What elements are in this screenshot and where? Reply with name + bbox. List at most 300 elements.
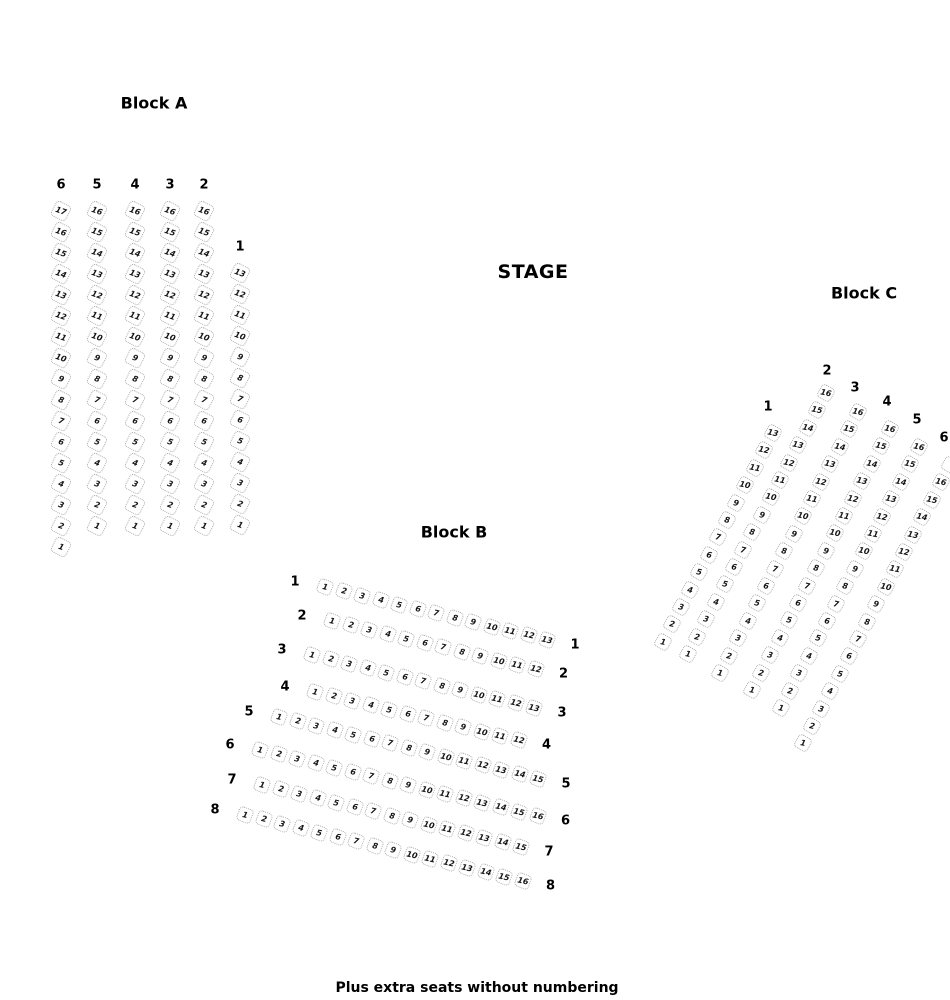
seat-b-row1-3[interactable] [352,586,371,605]
seat-b-row1-6[interactable] [408,599,427,618]
seat-b-row2-3[interactable] [359,620,378,639]
seat-c-col2-7[interactable] [733,539,753,559]
seat-b-row5-5[interactable] [343,725,362,744]
seat-b-row2-4[interactable] [378,624,397,643]
seat-a-col3-14[interactable] [159,242,182,265]
seat-b-row6-11[interactable] [435,784,454,803]
seat-b-row8-7[interactable] [346,832,365,851]
seat-b-row8-15[interactable] [494,867,513,886]
seat-b-row8-9[interactable] [383,840,402,859]
seat-a-col1-12[interactable] [229,283,252,306]
seat-c-col3-5[interactable] [747,593,767,613]
seat-a-col1-9[interactable] [229,346,252,369]
seat-a-col6-2[interactable] [50,515,73,538]
seat-b-row1-10[interactable] [482,617,501,636]
seat-a-col2-7[interactable] [193,389,216,412]
seat-b-row5-12[interactable] [473,756,492,775]
seat-a-col6-10[interactable] [50,347,73,370]
seat-c-col5-3[interactable] [789,663,809,683]
seat-b-row5-13[interactable] [491,760,510,779]
seat-a-col3-5[interactable] [159,431,182,454]
seat-b-row1-8[interactable] [445,608,464,627]
seat-c-col4-11[interactable] [834,506,854,526]
seat-b-row5-3[interactable] [306,716,325,735]
seat-a-col4-12[interactable] [124,284,147,307]
seat-b-row8-3[interactable] [272,814,291,833]
seat-b-row2-7[interactable] [433,638,452,657]
seat-a-col5-16[interactable] [86,200,109,223]
seat-b-row3-7[interactable] [413,672,432,691]
seat-b-row7-2[interactable] [271,780,290,799]
seat-b-row3-12[interactable] [506,694,525,713]
seat-b-row6-9[interactable] [398,775,417,794]
seat-b-row3-4[interactable] [358,658,377,677]
seat-a-col2-6[interactable] [193,410,216,433]
seat-a-col1-3[interactable] [229,472,252,495]
seat-a-col5-3[interactable] [86,473,109,496]
seat-a-col6-11[interactable] [50,326,73,349]
seat-c-col3-10[interactable] [793,506,813,526]
seat-b-row8-6[interactable] [328,827,347,846]
seat-b-row7-11[interactable] [437,819,456,838]
seat-c-col6-7[interactable] [848,629,868,649]
seat-b-row7-4[interactable] [308,788,327,807]
seat-a-col6-4[interactable] [50,473,73,496]
seat-c-col6-1[interactable] [793,733,813,753]
seat-c-col5-15[interactable] [900,454,920,474]
seat-b-row5-1[interactable] [269,707,288,726]
seat-c-col2-15[interactable] [807,400,827,420]
seat-a-col3-16[interactable] [159,200,182,223]
seat-b-row5-9[interactable] [417,742,436,761]
seat-a-col3-1[interactable] [159,515,182,538]
seat-a-col6-15[interactable] [50,242,73,265]
seat-b-row8-14[interactable] [476,862,495,881]
seat-c-col3-3[interactable] [728,628,748,648]
seat-b-row3-6[interactable] [395,667,414,686]
seat-b-row6-3[interactable] [287,749,306,768]
seat-c-col6-10[interactable] [875,577,895,597]
seat-c-col3-6[interactable] [756,576,776,596]
seat-a-col2-4[interactable] [193,452,216,475]
seat-b-row1-9[interactable] [463,612,482,631]
seat-a-col3-12[interactable] [159,284,182,307]
seat-a-col4-14[interactable] [124,242,147,265]
seat-b-row4-5[interactable] [379,700,398,719]
seat-c-col4-10[interactable] [825,523,845,543]
seat-a-col5-4[interactable] [86,452,109,475]
seat-a-col2-15[interactable] [193,221,216,244]
seat-a-col4-2[interactable] [124,494,147,517]
seat-b-row6-2[interactable] [269,745,288,764]
seat-b-row7-1[interactable] [252,775,271,794]
seat-a-col3-8[interactable] [159,368,182,391]
seat-a-col4-15[interactable] [124,221,147,244]
seat-b-row6-13[interactable] [472,793,491,812]
seat-a-col4-11[interactable] [124,305,147,328]
seat-b-row7-7[interactable] [363,802,382,821]
seat-a-col6-5[interactable] [50,452,73,475]
seat-c-col2-10[interactable] [761,487,781,507]
seat-b-row2-6[interactable] [415,633,434,652]
seat-a-col3-10[interactable] [159,326,182,349]
seat-b-row4-7[interactable] [416,709,435,728]
seat-b-row8-16[interactable] [513,871,532,890]
seat-b-row7-10[interactable] [419,815,438,834]
seat-c-col4-6[interactable] [788,593,808,613]
seat-a-col5-1[interactable] [86,515,109,538]
seat-c-col2-2[interactable] [687,626,707,646]
seat-c-col6-8[interactable] [857,611,877,631]
seat-b-row8-13[interactable] [457,858,476,877]
seat-b-row4-10[interactable] [472,722,491,741]
seat-b-row5-4[interactable] [325,720,344,739]
seat-b-row6-7[interactable] [361,767,380,786]
seat-b-row6-16[interactable] [528,806,547,825]
seat-a-col2-2[interactable] [193,494,216,517]
seat-c-col2-3[interactable] [696,609,716,629]
seat-b-row3-13[interactable] [524,698,543,717]
seat-c-col3-4[interactable] [737,611,757,631]
seat-c-col5-5[interactable] [808,628,828,648]
seat-c-col4-9[interactable] [815,541,835,561]
seat-a-col6-7[interactable] [50,410,73,433]
seat-b-row8-11[interactable] [420,849,439,868]
seat-b-row5-11[interactable] [454,751,473,770]
seat-c-col3-7[interactable] [765,558,785,578]
seat-b-row2-5[interactable] [396,629,415,648]
seat-c-col4-16[interactable] [880,419,900,439]
seat-c-col4-8[interactable] [806,558,826,578]
seat-b-row8-2[interactable] [254,810,273,829]
seat-b-row2-2[interactable] [341,616,360,635]
seat-b-row6-5[interactable] [324,758,343,777]
seat-c-col5-9[interactable] [844,559,864,579]
seat-a-col5-7[interactable] [86,389,109,412]
seat-b-row4-11[interactable] [490,726,509,745]
seat-a-col5-8[interactable] [86,368,109,391]
seat-b-row2-8[interactable] [452,642,471,661]
seat-a-col4-6[interactable] [124,410,147,433]
seat-a-col3-9[interactable] [159,347,182,370]
seat-c-col6-4[interactable] [820,681,840,701]
seat-b-row3-1[interactable] [302,645,321,664]
seat-a-col3-2[interactable] [159,494,182,517]
seat-a-col6-13[interactable] [50,284,73,307]
seat-c-col1-12[interactable] [754,440,774,460]
seat-a-col5-14[interactable] [86,242,109,265]
seat-a-col1-11[interactable] [229,304,252,327]
seat-a-col6-17[interactable] [50,200,73,223]
seat-b-row7-9[interactable] [400,810,419,829]
seat-a-col3-15[interactable] [159,221,182,244]
seat-a-col1-6[interactable] [229,409,252,432]
seat-c-col6-15[interactable] [921,490,941,510]
seat-c-col2-5[interactable] [715,574,735,594]
seat-c-col1-13[interactable] [763,423,783,443]
seat-b-row6-1[interactable] [250,740,269,759]
seat-c-col5-11[interactable] [863,524,883,544]
seat-c-col1-6[interactable] [698,545,718,565]
seat-b-row1-13[interactable] [537,630,556,649]
seat-b-row5-6[interactable] [362,729,381,748]
seat-b-row5-8[interactable] [399,738,418,757]
seat-b-row8-12[interactable] [439,854,458,873]
seat-c-col1-9[interactable] [726,492,746,512]
seat-b-row3-2[interactable] [321,650,340,669]
seat-a-col5-9[interactable] [86,347,109,370]
seat-c-col1-7[interactable] [708,527,728,547]
seat-a-col2-11[interactable] [193,305,216,328]
seat-b-row8-8[interactable] [365,836,384,855]
seat-b-row6-6[interactable] [343,762,362,781]
seat-a-col2-9[interactable] [193,347,216,370]
seat-c-col3-15[interactable] [839,419,859,439]
seat-a-col3-7[interactable] [159,389,182,412]
seat-a-col2-1[interactable] [193,515,216,538]
seat-a-col1-10[interactable] [229,325,252,348]
seat-c-col6-12[interactable] [894,542,914,562]
seat-a-col6-14[interactable] [50,263,73,286]
seat-b-row7-14[interactable] [493,832,512,851]
seat-b-row1-1[interactable] [315,577,334,596]
seat-b-row6-15[interactable] [509,802,528,821]
seat-b-row7-15[interactable] [511,837,530,856]
seat-b-row4-6[interactable] [398,704,417,723]
seat-a-col2-14[interactable] [193,242,216,265]
seat-a-col4-7[interactable] [124,389,147,412]
seat-b-row7-13[interactable] [474,828,493,847]
seat-c-col5-2[interactable] [780,680,800,700]
seat-a-col1-8[interactable] [229,367,252,390]
seat-c-col6-6[interactable] [839,646,859,666]
seat-a-col2-10[interactable] [193,326,216,349]
seat-b-row1-11[interactable] [500,621,519,640]
seat-c-col1-2[interactable] [662,614,682,634]
seat-b-row2-10[interactable] [489,651,508,670]
seat-b-row3-11[interactable] [487,689,506,708]
seat-c-col4-3[interactable] [760,645,780,665]
seat-c-col2-16[interactable] [816,383,836,403]
seat-c-col6-2[interactable] [802,716,822,736]
seat-c-col1-11[interactable] [744,458,764,478]
seat-b-row1-12[interactable] [519,626,538,645]
seat-c-col3-11[interactable] [802,489,822,509]
seat-c-col5-4[interactable] [798,646,818,666]
seat-b-row8-10[interactable] [402,845,421,864]
seat-c-col1-4[interactable] [680,579,700,599]
seat-c-col2-13[interactable] [788,435,808,455]
seat-c-col2-6[interactable] [724,557,744,577]
seat-a-col3-13[interactable] [159,263,182,286]
seat-a-col1-7[interactable] [229,388,252,411]
seat-c-col5-8[interactable] [835,576,855,596]
seat-c-col2-14[interactable] [797,418,817,438]
seat-a-col2-13[interactable] [193,263,216,286]
seat-c-col5-14[interactable] [890,472,910,492]
seat-c-col6-16[interactable] [931,472,950,492]
seat-b-row7-12[interactable] [456,824,475,843]
seat-c-col3-1[interactable] [710,663,730,683]
seat-b-row7-6[interactable] [345,797,364,816]
seat-a-col3-3[interactable] [159,473,182,496]
seat-c-col5-6[interactable] [817,611,837,631]
seat-a-col4-16[interactable] [124,200,147,223]
seat-a-col4-10[interactable] [124,326,147,349]
seat-a-col2-8[interactable] [193,368,216,391]
seat-a-col6-12[interactable] [50,305,73,328]
seat-c-col6-11[interactable] [885,559,905,579]
seat-a-col4-5[interactable] [124,431,147,454]
seat-b-row7-8[interactable] [382,806,401,825]
seat-a-col5-11[interactable] [86,305,109,328]
seat-c-col4-4[interactable] [769,628,789,648]
seat-b-row5-14[interactable] [510,764,529,783]
seat-c-col5-12[interactable] [872,506,892,526]
seat-b-row5-2[interactable] [288,712,307,731]
seat-a-col6-6[interactable] [50,431,73,454]
seat-c-col3-16[interactable] [848,402,868,422]
seat-a-col4-3[interactable] [124,473,147,496]
seat-c-col1-1[interactable] [652,632,672,652]
seat-c-col5-10[interactable] [854,541,874,561]
seat-c-col5-7[interactable] [826,593,846,613]
seat-a-col5-15[interactable] [86,221,109,244]
seat-b-row8-1[interactable] [235,805,254,824]
seat-c-col4-2[interactable] [751,662,771,682]
seat-a-col3-4[interactable] [159,452,182,475]
seat-c-col2-12[interactable] [779,452,799,472]
seat-a-col6-1[interactable] [50,536,73,559]
seat-c-col5-16[interactable] [909,437,929,457]
seat-b-row4-12[interactable] [509,731,528,750]
seat-a-col1-4[interactable] [229,451,252,474]
seat-c-col3-13[interactable] [820,454,840,474]
seat-c-col2-8[interactable] [742,522,762,542]
seat-a-col2-16[interactable] [193,200,216,223]
seat-b-row3-9[interactable] [450,680,469,699]
seat-b-row6-8[interactable] [380,771,399,790]
seat-c-col5-1[interactable] [771,698,791,718]
seat-a-col6-9[interactable] [50,368,73,391]
seat-b-row8-4[interactable] [291,818,310,837]
seat-b-row1-7[interactable] [426,604,445,623]
seat-b-row6-4[interactable] [306,753,325,772]
seat-b-row7-3[interactable] [289,784,308,803]
seat-c-col4-5[interactable] [779,610,799,630]
seat-c-col3-12[interactable] [811,471,831,491]
seat-a-col1-1[interactable] [229,514,252,537]
seat-c-col3-9[interactable] [783,524,803,544]
seat-b-row1-5[interactable] [389,595,408,614]
seat-b-row3-10[interactable] [469,685,488,704]
seat-c-col1-10[interactable] [735,475,755,495]
seat-a-col4-13[interactable] [124,263,147,286]
seat-b-row3-8[interactable] [432,676,451,695]
seat-b-row5-15[interactable] [528,769,547,788]
seat-b-row2-1[interactable] [322,611,341,630]
seat-b-row4-9[interactable] [453,717,472,736]
seat-b-row1-4[interactable] [371,590,390,609]
seat-a-col3-6[interactable] [159,410,182,433]
seat-a-col6-16[interactable] [50,221,73,244]
seat-a-col1-13[interactable] [229,262,252,285]
seat-a-col5-6[interactable] [86,410,109,433]
seat-b-row3-5[interactable] [376,663,395,682]
seat-a-col5-2[interactable] [86,494,109,517]
seat-a-col5-12[interactable] [86,284,109,307]
seat-b-row7-5[interactable] [326,793,345,812]
seat-b-row5-10[interactable] [436,747,455,766]
seat-c-col4-14[interactable] [861,454,881,474]
seat-c-col1-8[interactable] [717,510,737,530]
seat-c-col3-14[interactable] [829,437,849,457]
seat-c-col6-9[interactable] [866,594,886,614]
seat-a-col2-5[interactable] [193,431,216,454]
seat-c-col6-5[interactable] [829,664,849,684]
seat-b-row4-1[interactable] [305,682,324,701]
seat-c-col2-11[interactable] [770,470,790,490]
seat-c-col3-8[interactable] [774,541,794,561]
seat-a-col5-10[interactable] [86,326,109,349]
seat-c-col1-3[interactable] [671,597,691,617]
seat-c-col4-13[interactable] [852,471,872,491]
seat-a-col5-13[interactable] [86,263,109,286]
seat-a-col4-9[interactable] [124,347,147,370]
seat-a-col6-3[interactable] [50,494,73,517]
seat-a-col2-12[interactable] [193,284,216,307]
seat-b-row6-12[interactable] [454,789,473,808]
seat-a-col1-5[interactable] [229,430,252,453]
seat-c-col6-14[interactable] [912,507,932,527]
seat-a-col3-11[interactable] [159,305,182,328]
seat-b-row4-2[interactable] [324,687,343,706]
seat-c-col6-extra[interactable] [940,455,950,475]
seat-c-col3-2[interactable] [719,645,739,665]
seat-c-col2-4[interactable] [705,592,725,612]
seat-a-col4-1[interactable] [124,515,147,538]
seat-b-row2-12[interactable] [526,660,545,679]
seat-a-col5-5[interactable] [86,431,109,454]
seat-b-row2-11[interactable] [507,655,526,674]
seat-b-row1-2[interactable] [334,582,353,601]
seat-c-col2-1[interactable] [678,644,698,664]
seat-a-col2-3[interactable] [193,473,216,496]
seat-a-col6-8[interactable] [50,389,73,412]
seat-c-col2-9[interactable] [751,505,771,525]
seat-b-row2-9[interactable] [470,646,489,665]
seat-a-col4-8[interactable] [124,368,147,391]
seat-a-col4-4[interactable] [124,452,147,475]
seat-c-col6-3[interactable] [811,698,831,718]
seat-b-row4-8[interactable] [435,713,454,732]
seat-c-col5-13[interactable] [881,489,901,509]
seat-b-row5-7[interactable] [380,734,399,753]
seat-b-row8-5[interactable] [309,823,328,842]
seat-b-row6-14[interactable] [491,797,510,816]
seat-b-row4-4[interactable] [361,695,380,714]
seat-c-col4-7[interactable] [797,575,817,595]
seat-a-col1-2[interactable] [229,493,252,516]
seat-b-row4-3[interactable] [342,691,361,710]
seat-c-col6-13[interactable] [903,524,923,544]
seat-c-col4-15[interactable] [871,436,891,456]
seat-b-row6-10[interactable] [417,780,436,799]
seat-b-row3-3[interactable] [339,654,358,673]
seat-c-col4-12[interactable] [843,488,863,508]
seat-c-col1-5[interactable] [689,562,709,582]
seat-c-col4-1[interactable] [742,680,762,700]
